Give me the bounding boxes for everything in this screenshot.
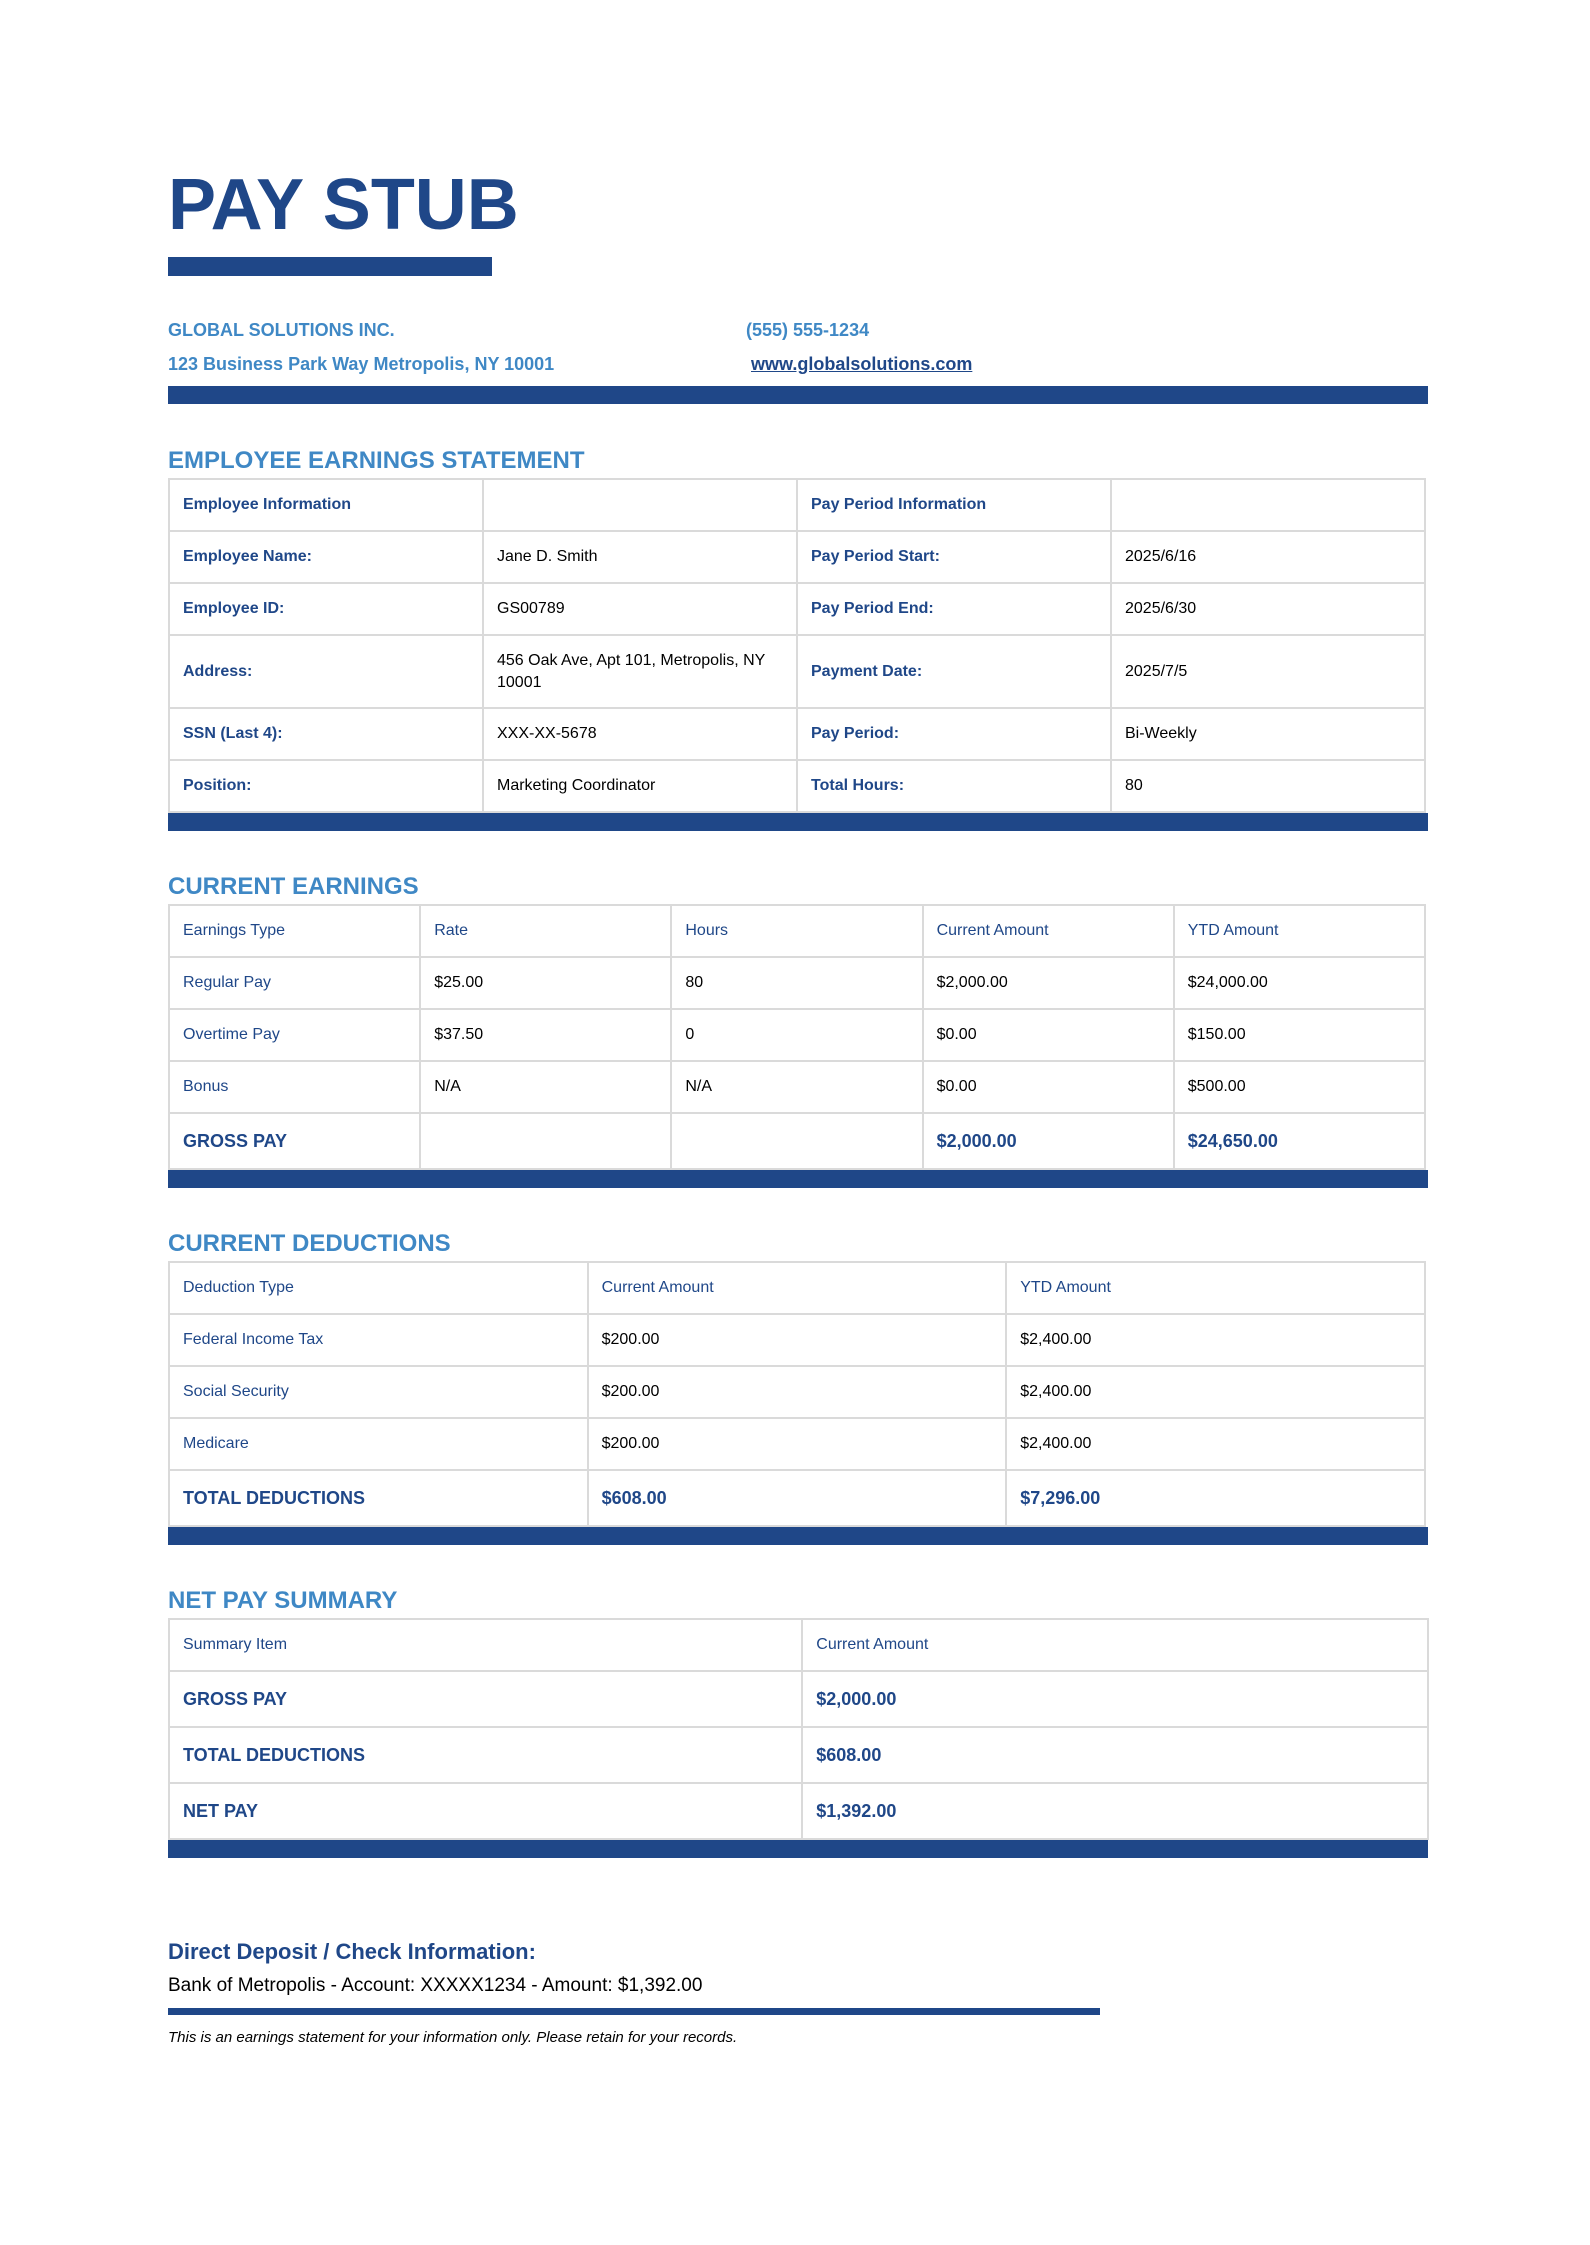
cell-value: [483, 479, 797, 531]
cell-label: Pay Period Start:: [797, 531, 1111, 583]
cell-value: $500.00: [1174, 1061, 1425, 1113]
footnote: This is an earnings statement for your information only. Please retain for your records.: [168, 2029, 738, 2046]
cell-label: SSN (Last 4):: [169, 708, 483, 760]
table-row: [169, 708, 1425, 760]
company-name: GLOBAL SOLUTIONS INC.: [168, 320, 395, 340]
table-header-row: [169, 905, 1425, 957]
table-row: [169, 957, 1425, 1009]
net-pay-section-title: NET PAY SUMMARY: [168, 1587, 398, 1614]
gross-pay-label: GROSS PAY: [169, 1113, 420, 1169]
deductions-table: [168, 1261, 1426, 1527]
table-total-row: [169, 1113, 1425, 1169]
title-underline: [168, 257, 492, 276]
net-pay-label: NET PAY: [169, 1783, 802, 1839]
cell-value: [671, 1113, 922, 1169]
cell-label: Pay Period:: [797, 708, 1111, 760]
cell-value: $200.00: [588, 1366, 1007, 1418]
earnings-section-title: CURRENT EARNINGS: [168, 873, 419, 900]
cell-value: Marketing Coordinator: [483, 760, 797, 812]
net-pay-amount: $1,392.00: [802, 1783, 1428, 1839]
table-total-row: [169, 1470, 1425, 1526]
direct-deposit-info: Bank of Metropolis - Account: XXXXX1234 - Amount: $1,392.00: [168, 1975, 703, 1996]
deduction-type: Federal Income Tax: [169, 1314, 588, 1366]
summary-item: TOTAL DEDUCTIONS: [169, 1727, 802, 1783]
table-header-row: [169, 1619, 1428, 1671]
cell-value: 2025/7/5: [1111, 635, 1425, 708]
column-header: Current Amount: [588, 1262, 1007, 1314]
cell-value: $25.00: [420, 957, 671, 1009]
cell-value: N/A: [420, 1061, 671, 1113]
total-deductions-current: $608.00: [588, 1470, 1007, 1526]
column-header: YTD Amount: [1006, 1262, 1425, 1314]
table-row: [169, 1727, 1428, 1783]
gross-pay-current: $2,000.00: [923, 1113, 1174, 1169]
cell-value: $150.00: [1174, 1009, 1425, 1061]
cell-value: 2025/6/16: [1111, 531, 1425, 583]
divider-bar: [168, 1527, 1428, 1545]
column-header: Hours: [671, 905, 922, 957]
cell-value: $2,400.00: [1006, 1366, 1425, 1418]
total-deductions-label: TOTAL DEDUCTIONS: [169, 1470, 588, 1526]
cell-value: [420, 1113, 671, 1169]
summary-amount: $608.00: [802, 1727, 1428, 1783]
cell-value: N/A: [671, 1061, 922, 1113]
column-header: Deduction Type: [169, 1262, 588, 1314]
cell-value: $24,000.00: [1174, 957, 1425, 1009]
divider-bar: [168, 386, 1428, 404]
cell-value: Jane D. Smith: [483, 531, 797, 583]
cell-value: $200.00: [588, 1314, 1007, 1366]
table-row: [169, 1671, 1428, 1727]
cell-value: 80: [1111, 760, 1425, 812]
table-row: [169, 1314, 1425, 1366]
divider-bar: [168, 1840, 1428, 1858]
column-header: Summary Item: [169, 1619, 802, 1671]
footer-divider: [168, 2008, 1100, 2015]
employee-section-title: EMPLOYEE EARNINGS STATEMENT: [168, 447, 585, 474]
cell-value: $0.00: [923, 1009, 1174, 1061]
company-phone: (555) 555-1234: [746, 320, 870, 340]
column-header: Current Amount: [802, 1619, 1428, 1671]
table-header-row: [169, 1262, 1425, 1314]
cell-value: XXX-XX-5678: [483, 708, 797, 760]
cell-label: Employee ID:: [169, 583, 483, 635]
table-row: [169, 760, 1425, 812]
table-row: [169, 479, 1425, 531]
cell-label: Position:: [169, 760, 483, 812]
summary-amount: $2,000.00: [802, 1671, 1428, 1727]
deduction-type: Medicare: [169, 1418, 588, 1470]
cell-value: $2,400.00: [1006, 1418, 1425, 1470]
column-header: Earnings Type: [169, 905, 420, 957]
cell-value: 80: [671, 957, 922, 1009]
deductions-section-title: CURRENT DEDUCTIONS: [168, 1230, 451, 1257]
cell-label: Payment Date:: [797, 635, 1111, 708]
cell-label: Pay Period End:: [797, 583, 1111, 635]
total-deductions-ytd: $7,296.00: [1006, 1470, 1425, 1526]
table-row: [169, 1418, 1425, 1470]
cell-value: $2,000.00: [923, 957, 1174, 1009]
cell-value: GS00789: [483, 583, 797, 635]
cell-value: $37.50: [420, 1009, 671, 1061]
net-pay-table: [168, 1618, 1429, 1840]
cell-value: $200.00: [588, 1418, 1007, 1470]
cell-label: Address:: [169, 635, 483, 708]
table-row: [169, 531, 1425, 583]
pay-period-info-header: Pay Period Information: [797, 479, 1111, 531]
employee-info-header: Employee Information: [169, 479, 483, 531]
column-header: YTD Amount: [1174, 905, 1425, 957]
earnings-type: Bonus: [169, 1061, 420, 1113]
cell-value: $2,400.00: [1006, 1314, 1425, 1366]
direct-deposit-title: Direct Deposit / Check Information:: [168, 1939, 536, 1964]
table-row: [169, 583, 1425, 635]
summary-item: GROSS PAY: [169, 1671, 802, 1727]
cell-value: 2025/6/30: [1111, 583, 1425, 635]
company-address: 123 Business Park Way Metropolis, NY 10001: [168, 354, 555, 374]
table-row: [169, 1783, 1428, 1839]
company-website-link[interactable]: www.globalsolutions.com: [751, 354, 973, 374]
gross-pay-ytd: $24,650.00: [1174, 1113, 1425, 1169]
cell-value: Bi-Weekly: [1111, 708, 1425, 760]
table-row: [169, 1366, 1425, 1418]
column-header: Rate: [420, 905, 671, 957]
earnings-type: Regular Pay: [169, 957, 420, 1009]
column-header: Current Amount: [923, 905, 1174, 957]
table-row: [169, 635, 1425, 708]
table-row: [169, 1009, 1425, 1061]
employee-info-table: [168, 478, 1426, 813]
deduction-type: Social Security: [169, 1366, 588, 1418]
divider-bar: [168, 813, 1428, 831]
divider-bar: [168, 1170, 1428, 1188]
page-title: PAY STUB: [168, 165, 519, 245]
cell-label: Employee Name:: [169, 531, 483, 583]
cell-value: 456 Oak Ave, Apt 101, Metropolis, NY 10001: [483, 635, 797, 708]
cell-value: 0: [671, 1009, 922, 1061]
earnings-table: [168, 904, 1426, 1170]
cell-value: [1111, 479, 1425, 531]
table-row: [169, 1061, 1425, 1113]
cell-value: $0.00: [923, 1061, 1174, 1113]
cell-label: Total Hours:: [797, 760, 1111, 812]
earnings-type: Overtime Pay: [169, 1009, 420, 1061]
